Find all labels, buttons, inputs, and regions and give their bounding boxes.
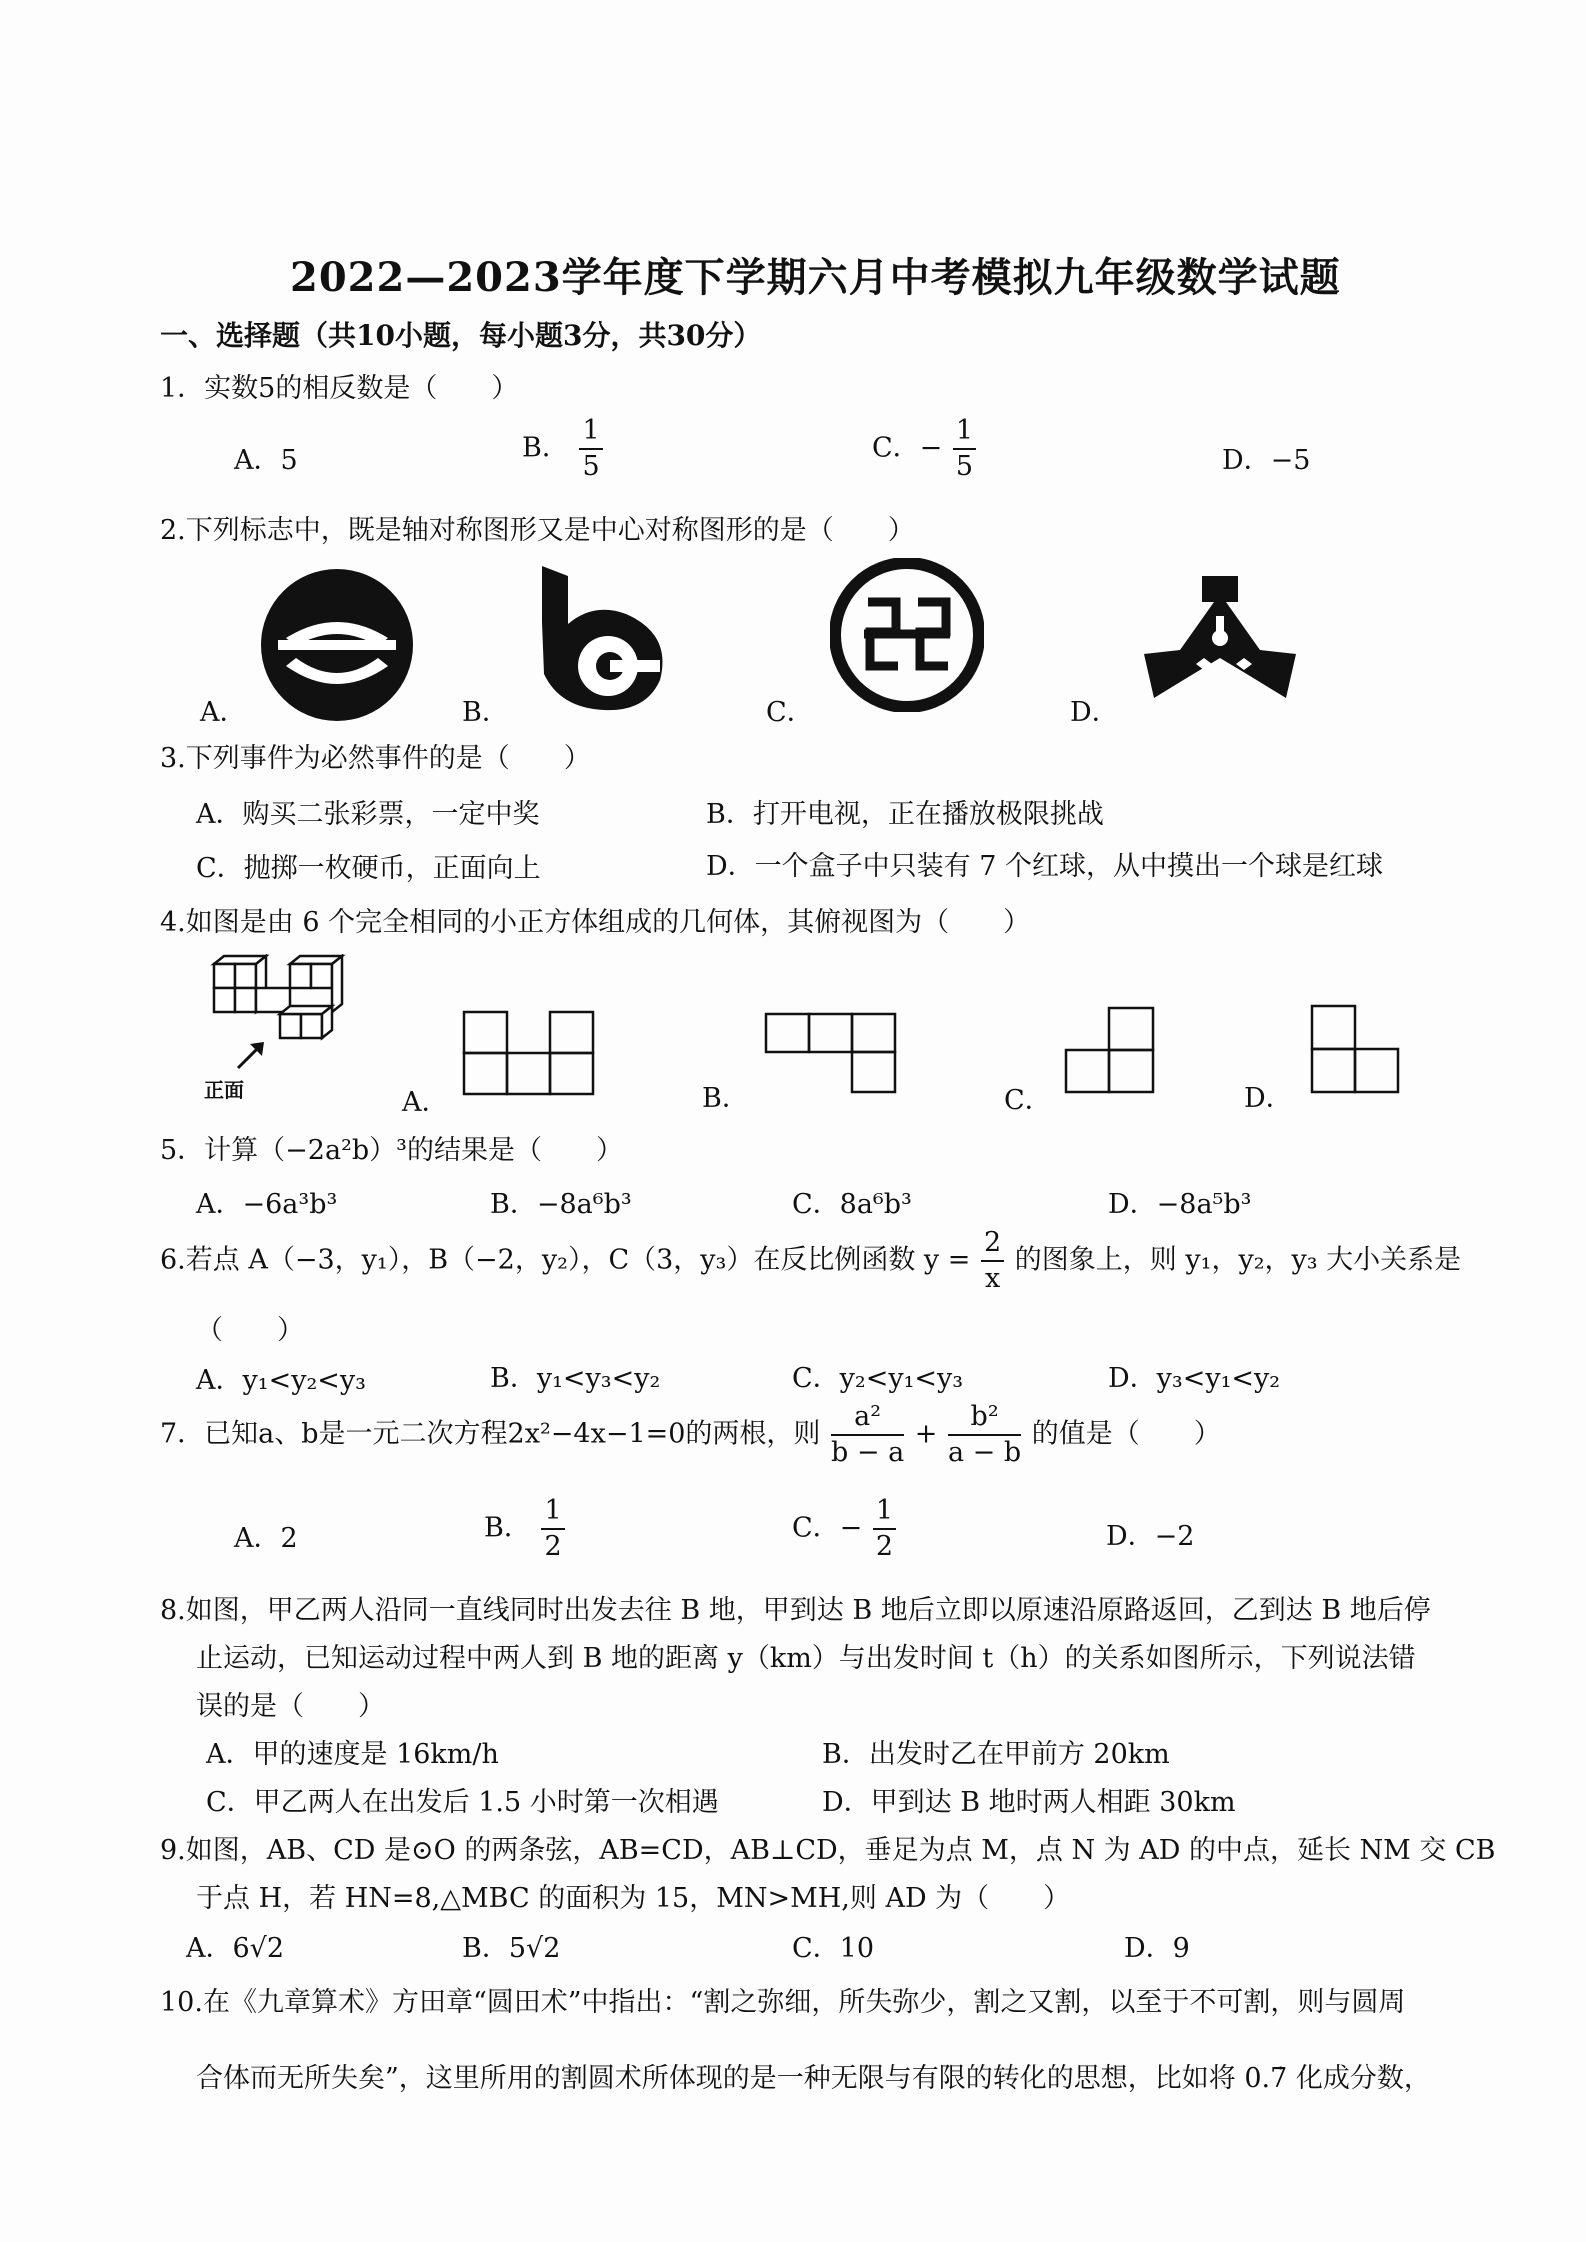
q9-option-d[interactable]: D．9 xyxy=(1124,1933,1190,1964)
q10-line1: 10.在《九章算术》方田章“圆田术”中指出：“割之弥细，所失弥少，割之又割，以至于不可割，则与圆周 xyxy=(160,1987,1406,2018)
q7-option-c[interactable]: C．− $\frac{1}{2}$ xyxy=(792,1494,898,1564)
option-label: C．− xyxy=(872,432,943,464)
q8-option-a[interactable]: A．甲的速度是 16km/h xyxy=(206,1739,499,1770)
q1-stem: 1．实数5的相反数是（ ） xyxy=(160,373,519,404)
q6-paren: （ ） xyxy=(196,1315,304,1346)
fraction: $\frac{\text{a²}}{b - a}$ xyxy=(831,1401,905,1468)
q8-line3: 误的是（ ） xyxy=(196,1691,385,1722)
q2-label-b[interactable]: B． xyxy=(462,697,509,728)
q4-stem: 4.如图是由 6 个完全相同的小正方体组成的几何体，其俯视图为（ ） xyxy=(160,907,1031,938)
fraction: $\frac{1}{5}$ xyxy=(953,414,976,484)
q4-label-c[interactable]: C． xyxy=(1004,1085,1052,1116)
top-view-c[interactable] xyxy=(1064,1006,1156,1094)
arrow-icon xyxy=(236,1040,266,1070)
q6-option-b[interactable]: B．y₁<y₃<y₂ xyxy=(490,1363,661,1394)
q7-option-a[interactable]: A．2 xyxy=(234,1523,298,1554)
q1-option-c[interactable] xyxy=(872,414,978,484)
q5-option-a[interactable]: A．−6a³b³ xyxy=(196,1189,338,1220)
q8-line2: 止运动，已知运动过程中两人到 B 地的距离 y（km）与出发时间 t（h）的关系如图所示，下列说法错 xyxy=(196,1643,1416,1674)
q4-label-a[interactable]: A． xyxy=(402,1087,449,1118)
q7-stem: 7．已知a、b是一元二次方程2x²−4x−1=0的两根，则 $\frac{\text{a²}}{b - a}$ + $\frac{\text{b²}}{a - b}$ 的值是（ ） xyxy=(160,1401,1221,1468)
q6-stem: 6.若点 A（−3，y₁），B（−2，y₂），C（3，y₃）在反比例函数 y = $\frac{2}{x}$ 的图象上，则 y₁，y₂，y₃ 大小关系是 xyxy=(160,1227,1462,1294)
q3-stem: 3.下列事件为必然事件的是（ ） xyxy=(160,743,591,774)
q8-line1: 8.如图，甲乙两人沿同一直线同时出发去往 B 地，甲到达 B 地后立即以原速沿原路返回，乙到达 B 地后停 xyxy=(160,1595,1431,1626)
q9-option-a[interactable]: A．6√2 xyxy=(186,1933,285,1964)
front-label: 正面 xyxy=(204,1078,244,1102)
q1-option-d[interactable]: D．−5 xyxy=(1222,445,1311,476)
q10-line2: 合体而无所失矣”，这里所用的割圆术所体现的是一种无限与有限的转化的思想，比如将 0.7̇ 化成分数， xyxy=(196,2063,1431,2094)
q4-label-d[interactable]: D． xyxy=(1244,1083,1293,1114)
q3-option-b[interactable]: B．打开电视，正在播放极限挑战 xyxy=(706,799,1104,830)
q2-label-d[interactable]: D． xyxy=(1070,697,1119,728)
page-title: 2022—2023学年度下学期六月中考模拟九年级数学试题 xyxy=(290,254,1341,301)
q9-option-c[interactable]: C．10 xyxy=(792,1933,875,1964)
q9-line2: 于点 H，若 HN=8,△MBC 的面积为 15，MN>MH,则 AD 为（ ） xyxy=(196,1883,1071,1914)
q2-label-a[interactable]: A． xyxy=(200,697,247,728)
q6-option-d[interactable]: D．y₃<y₁<y₂ xyxy=(1108,1363,1281,1394)
q5-option-c[interactable]: C．8a⁶b³ xyxy=(792,1189,912,1220)
fraction: $\frac{\text{b²}}{a - b}$ xyxy=(948,1401,1022,1468)
logo-b-icon xyxy=(524,562,674,714)
q9-option-b[interactable]: B．5√2 xyxy=(462,1933,561,1964)
q2-stem: 2.下列标志中，既是轴对称图形又是中心对称图形的是（ ） xyxy=(160,515,915,546)
q3-option-a[interactable]: A．购买二张彩票，一定中奖 xyxy=(196,799,540,830)
q1-option-b[interactable] xyxy=(522,414,605,484)
top-view-b[interactable] xyxy=(764,1012,898,1094)
cube-solid-figure xyxy=(204,954,356,1054)
section-heading: 一、选择题（共10小题，每小题3分，共30分） xyxy=(160,319,762,352)
q7-option-d[interactable]: D．−2 xyxy=(1106,1521,1195,1552)
q6-option-c[interactable]: C．y₂<y₁<y₃ xyxy=(792,1363,964,1394)
q5-option-b[interactable]: B．−8a⁶b³ xyxy=(490,1189,632,1220)
q6-option-a[interactable]: A．y₁<y₂<y₃ xyxy=(196,1365,366,1396)
q1-option-a[interactable]: A．5 xyxy=(234,445,298,476)
q5-stem: 5．计算（−2a²b）³的结果是（ ） xyxy=(160,1135,624,1166)
q3-option-d[interactable]: D．一个盒子中只装有 7 个红球，从中摸出一个球是红球 xyxy=(706,851,1383,882)
q4-label-b[interactable]: B． xyxy=(702,1083,749,1114)
logo-a-icon xyxy=(258,566,416,724)
q8-option-c[interactable]: C．甲乙两人在出发后 1.5 小时第一次相遇 xyxy=(206,1787,719,1818)
logo-d-icon xyxy=(1140,572,1300,708)
top-view-a[interactable] xyxy=(462,1010,596,1096)
option-label: B． xyxy=(522,432,569,464)
q2-label-c[interactable]: C． xyxy=(766,697,814,728)
q3-option-c[interactable]: C．抛掷一枚硬币，正面向上 xyxy=(196,853,541,884)
logo-c-icon xyxy=(830,558,984,712)
q8-option-d[interactable]: D．甲到达 B 地时两人相距 30km xyxy=(822,1787,1236,1818)
q5-option-d[interactable]: D．−8a⁵b³ xyxy=(1108,1189,1252,1220)
fraction: $\frac{1}{2}$ xyxy=(541,1494,564,1564)
q7-option-b[interactable]: B． $\frac{1}{2}$ xyxy=(484,1494,567,1564)
fraction: $\frac{1}{5}$ xyxy=(579,414,602,484)
fraction: $\frac{2}{x}$ xyxy=(981,1226,1004,1296)
top-view-d[interactable] xyxy=(1310,1004,1400,1094)
q8-option-b[interactable]: B．出发时乙在甲前方 20km xyxy=(822,1739,1170,1770)
q9-line1: 9.如图，AB、CD 是⊙O 的两条弦，AB=CD，AB⊥CD，垂足为点 M，点 N 为 AD 的中点，延长 NM 交 CB xyxy=(160,1835,1496,1866)
fraction: $\frac{1}{2}$ xyxy=(873,1494,896,1564)
